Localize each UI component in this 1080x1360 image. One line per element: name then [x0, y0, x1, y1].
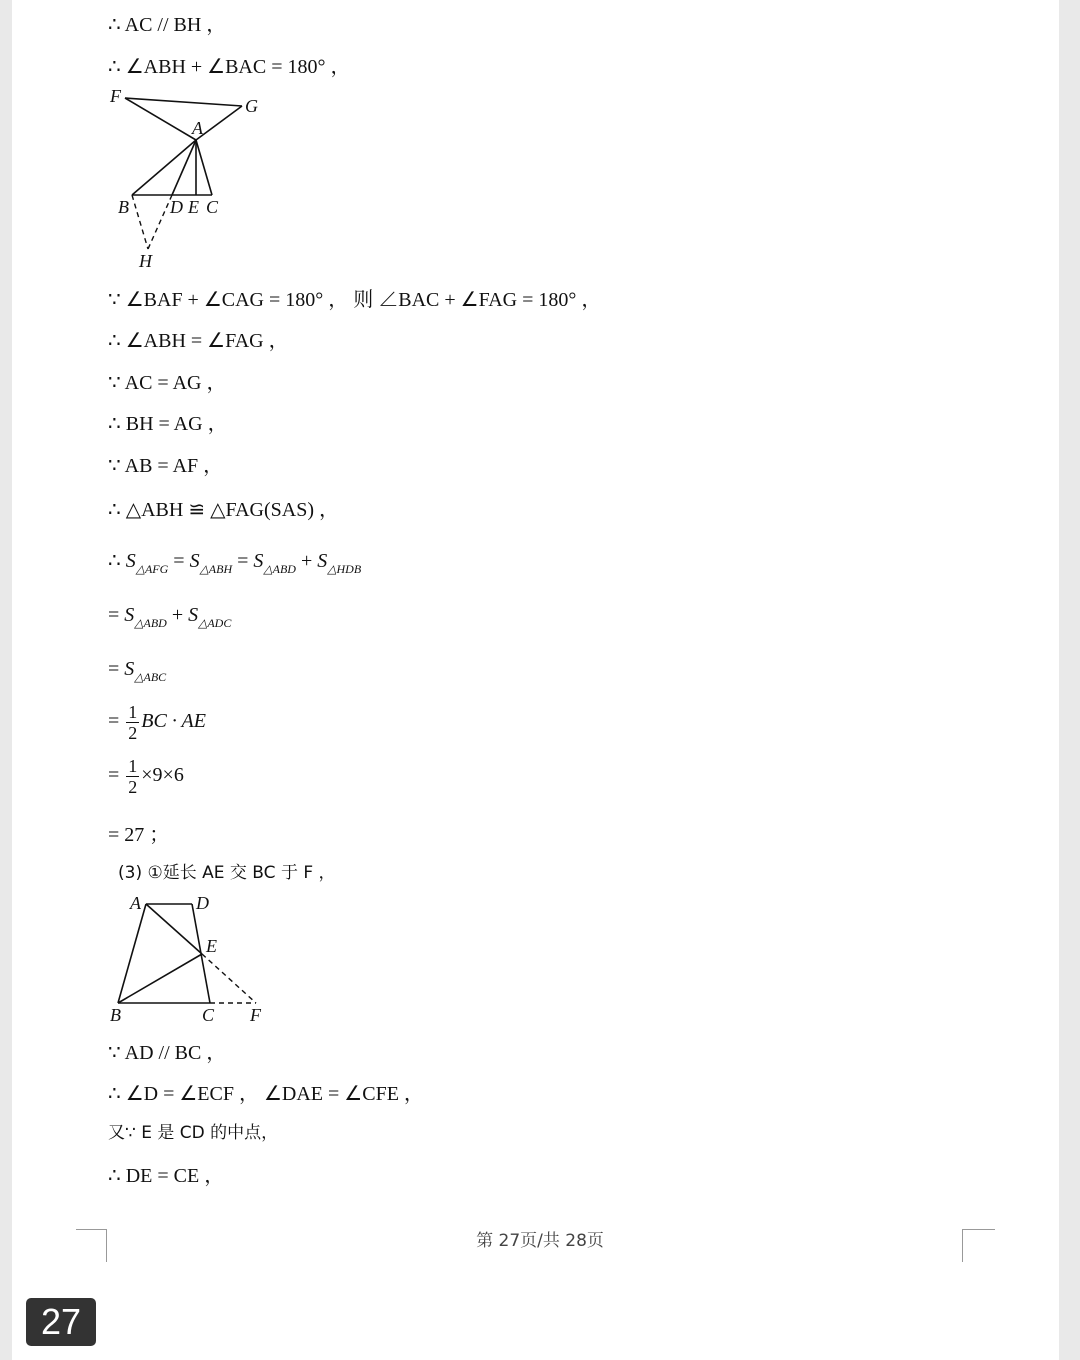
proof-line-17: ∴ ∠D = ∠ECF ， ∠DAE = ∠CFE ， — [108, 1083, 424, 1105]
label-D: D — [196, 893, 209, 913]
label-B: B — [110, 1005, 121, 1025]
proof-line-8: ∴ △ABH ≌ △FAG(SAS) ， — [108, 499, 340, 521]
area-result: = 27 ； — [108, 824, 170, 846]
proof-line-16: ∵ AD // BC ， — [108, 1042, 227, 1064]
area-line-3: = $S_{\triangle ABC}$ — [108, 658, 167, 684]
proof-line-5: ∵ AC = AG ， — [108, 372, 227, 394]
label-F: F — [110, 86, 121, 106]
label-A: A — [130, 893, 141, 913]
label-C: C — [202, 1005, 215, 1025]
proof-line-19: ∴ DE = CE ， — [108, 1165, 225, 1187]
part-3-heading: (3) ①延长 AE 交 BC 于 F ， — [118, 863, 336, 883]
proof-line-4: ∴ ∠ABH = ∠FAG ， — [108, 330, 289, 352]
proof-line-6: ∴ BH = AG ， — [108, 413, 228, 435]
label-B: B — [118, 197, 129, 217]
page-number-badge[interactable]: 27 — [26, 1298, 96, 1346]
proof-line-3: ∵ ∠BAF + ∠CAG = 180° ， 则 ∠BAC + ∠FAG = 180° ， — [108, 289, 602, 311]
label-E: E — [206, 936, 217, 956]
page-footer: 第 27页/共 28页 — [476, 1231, 604, 1251]
area-line-1: ∴ $S_{\triangle AFG} = S_{\triangle ABH} = S_{\triangle ABD} + S_{\triangle HDB}$ — [108, 550, 362, 576]
area-line-2: = $S_{\triangle ABD} + S_{\triangle ADC}$ — [108, 604, 232, 630]
label-C: C — [206, 197, 219, 217]
proof-line-18: 又∵ E 是 CD 的中点， — [108, 1123, 279, 1143]
label-F: F — [250, 1005, 261, 1025]
geometry-figure-2 — [100, 890, 270, 1030]
geometry-figure-1 — [100, 84, 270, 274]
label-E: E — [188, 197, 199, 217]
area-line-4: = $\frac{1}{2}$ BC · AE — [108, 702, 206, 743]
label-G: G — [245, 96, 258, 116]
area-line-5: = $\frac{1}{2}$ ×9×6 — [108, 756, 184, 797]
label-D: D — [170, 197, 183, 217]
proof-line-2: ∴ ∠ABH + ∠BAC = 180° ， — [108, 56, 351, 78]
proof-line-1: ∴ AC // BH ， — [108, 14, 227, 36]
label-A: A — [192, 118, 203, 138]
proof-line-7: ∵ AB = AF ， — [108, 455, 224, 477]
label-H: H — [139, 251, 152, 271]
